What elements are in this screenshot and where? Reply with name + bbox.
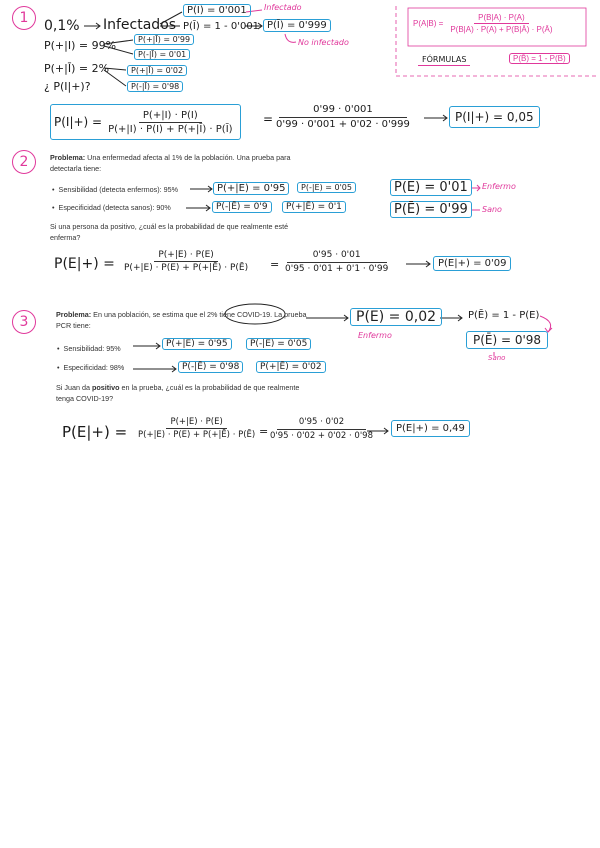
general-lhs: P(A|B) =: [413, 19, 444, 28]
formula-3-numeric: [266, 417, 377, 441]
numeric-denominator: 0'99 · 0'001 + 0'02 · 0'999: [276, 119, 410, 130]
p-E-box: P(E) = 0'01: [390, 179, 472, 196]
p-minus-notE-box: P(-|Ē) = 0'9: [212, 201, 272, 213]
formula-2-den-val: 0'95 · 0'01 + 0'1 · 0'99: [285, 264, 389, 274]
p-notE-3-box: P(Ē) = 0'98: [466, 331, 548, 349]
problem-3-label: Problema:: [56, 310, 92, 319]
p-plus-notE-box: P(+|Ē) = 0'1: [282, 201, 346, 213]
problem-3-text-b: tiene COVID-19. La prueba PCR tiene:: [56, 310, 307, 330]
general-bayes-formula: [413, 13, 556, 34]
p-plus-E-3-box: P(+|E) = 0'95: [162, 338, 232, 350]
problem-3-question-a: Si Juan da: [56, 383, 92, 392]
formula-3-denominator: P(+|E) · P(E) + P(+|Ē) · P(Ē): [138, 430, 256, 440]
p-plus-notE-3-box: P(+|Ē) = 0'02: [256, 361, 326, 373]
formula-numerator: P(+|I) · P(I): [139, 110, 202, 123]
problem-2-text: Una enfermedad afecta al 1% de la población. Una prueba para detectarla tiene:: [50, 153, 291, 173]
p-minus-notI2-box: P(-|Ī) = 0'98: [127, 81, 183, 92]
formula-2-numeric: [281, 250, 392, 274]
p-minus-E-box: P(-|E) = 0'05: [297, 182, 356, 193]
false-positive-statement: P(+|Ī) = 2%: [44, 62, 110, 75]
p-plus-notI-box: P(+|Ī) = 0'99: [134, 34, 194, 45]
formula-2-num-val: 0'95 · 0'01: [287, 250, 387, 263]
sano-3-note: Sano: [488, 354, 506, 362]
formula-3-equals: =: [259, 425, 269, 438]
problem-2-question: Si una persona da positivo, ¿cuál es la probabilidad de que realmente esté enferma?: [50, 222, 289, 242]
formula-lhs: P(I|+) =: [54, 115, 103, 129]
p-minus-notE-3-box: P(-|Ē) = 0'98: [178, 361, 243, 373]
section-number-1: 1: [12, 6, 36, 30]
p-notE-box: P(Ē) = 0'99: [390, 201, 472, 218]
numeric-numerator: 0'99 · 0'001: [279, 104, 407, 118]
equals-sign: =: [263, 112, 274, 126]
problem-3-question-bold: positivo: [91, 383, 120, 392]
problem-3-text-a: En una población, se estima que el: [93, 310, 208, 319]
formula-2-fraction: [120, 250, 252, 273]
question-statement: ¿ P(I|+)?: [44, 80, 91, 93]
formula-3-den-val: 0'95 · 0'02 + 0'02 · 0'98: [270, 431, 373, 441]
section-number-2: 2: [12, 150, 36, 174]
p-plus-E-box: P(+|E) = 0'95: [213, 182, 289, 195]
p-plus-notI2-box: P(+|Ī) = 0'02: [127, 65, 187, 76]
enfermo-note: Enfermo: [482, 182, 516, 191]
formula-2-equals: =: [270, 258, 280, 271]
p-not-infected-box: P(Ī) = 0'999: [263, 19, 331, 32]
p-notE-3-calc: P(Ē) = 1 - P(E): [468, 310, 540, 321]
p-minus-E-3-box: P(-|E) = 0'05: [246, 338, 311, 350]
prevalence-value: 0,1%: [44, 18, 80, 34]
sensitivity-statement: P(+|I) = 99%: [44, 39, 117, 52]
problem-3-specificity: • Especificidad: 98%: [57, 362, 124, 373]
problem-3-sensitivity: • Sensibilidad: 95%: [57, 343, 121, 354]
result-3-box: P(E|+) = 0,49: [391, 420, 470, 437]
sano-note: Sano: [482, 205, 502, 214]
general-denominator: P(B|A) · P(A) + P(B|Ā) · P(Ā): [450, 25, 553, 34]
bayes-formula-box: [50, 104, 241, 140]
formula-3-lhs: P(E|+) =: [62, 423, 128, 441]
numeric-fraction: [272, 104, 414, 130]
p-minus-notI-box: P(-|Ī) = 0'01: [134, 49, 190, 60]
problem-3-question-b: en la prueba, ¿cuál es la probabilidad de que realmente tenga COVID-19?: [56, 383, 300, 403]
formula-denominator: P(+|I) · P(I) + P(+|Ī) · P(Ī): [108, 123, 233, 135]
result-2-box: P(E|+) = 0'09: [433, 256, 511, 271]
complement-rule: P(B̄) = 1 - P(B): [509, 53, 570, 64]
problem-2-statement: [50, 152, 300, 174]
problem-3-question: [56, 382, 318, 404]
infectados-label: Infectados: [103, 17, 177, 33]
formula-2-lhs: P(E|+) =: [54, 256, 115, 272]
general-numerator: P(B|A) · P(A): [474, 13, 529, 24]
problem-3-percent: 2%: [207, 310, 218, 319]
p-not-infected-calc: P(Ī) = 1 - 0'001: [183, 21, 260, 32]
formula-3-num-val: 0'95 · 0'02: [277, 417, 366, 430]
problem-2-label: Problema:: [50, 153, 86, 162]
problem-2-specificity: • Especificidad (detecta sanos): 90%: [52, 202, 171, 213]
formula-3-fraction: [134, 417, 259, 440]
formula-fraction: [104, 110, 236, 135]
enfermo-3-note: Enfermo: [358, 331, 392, 340]
formulas-label: FÓRMULAS: [418, 54, 470, 66]
result-box: P(I|+) = 0,05: [449, 106, 540, 128]
problem-2-sensitivity: • Sensibilidad (detecta enfermos): 95%: [52, 184, 178, 195]
p-infected-box: P(I) = 0'001: [183, 4, 251, 17]
problem-3-statement: [56, 309, 318, 331]
formula-2-numerator: P(+|E) · P(E): [154, 250, 217, 262]
no-infectado-note: No infectado: [298, 38, 349, 47]
formula-3-numerator: P(+|E) · P(E): [166, 417, 226, 429]
section-number-3: 3: [12, 310, 36, 334]
p-E-3-box: P(E) = 0,02: [350, 308, 442, 326]
infectado-note: Infectado: [264, 3, 302, 12]
formula-2-denominator: P(+|E) · P(E) + P(+|Ē) · P(Ē): [124, 263, 249, 273]
